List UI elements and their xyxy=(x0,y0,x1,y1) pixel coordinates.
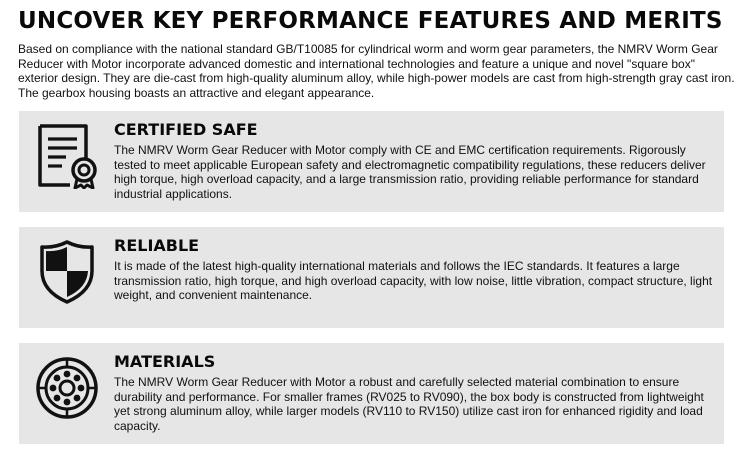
feature-description: It is made of the latest high-quality international materials and follows the IEC standards. It features a large transmission ratio, high torque, and high overload capacity, with low noise, little vibration, compact structure, light weight, and convenient maintenance. xyxy=(114,259,713,303)
feature-description: The NMRV Worm Gear Reducer with Motor comply with CE and EMC certification requirements. Rigorously tested to meet applicable European safety and electromagnetic compatibility regulations, these reducers deliver high torque, high overload capacity, and a large transmission ratio, providing reliable performance for standard industrial applications. xyxy=(114,143,706,201)
feature-description: The NMRV Worm Gear Reducer with Motor a robust and carefully selected material combination to ensure durability and performance. For smaller frames (RV025 to RV090), the box body is constructed from lightweight yet strong aluminum alloy, while larger models (RV110 to RV150) utilize cast iron for enhanced rigidity and load capacity. xyxy=(114,375,704,433)
certificate-icon xyxy=(34,123,100,189)
feature-heading: RELIABLE xyxy=(114,236,200,255)
page-title: UNCOVER KEY PERFORMANCE FEATURES AND MERITS xyxy=(18,8,723,34)
feature-heading: CERTIFIED SAFE xyxy=(114,120,258,139)
feature-heading: MATERIALS xyxy=(114,352,216,371)
flange-icon xyxy=(34,355,100,421)
feature-card-materials xyxy=(19,343,724,444)
intro-paragraph: Based on compliance with the national standard GB/T10085 for cylindrical worm and worm gear parameters, the NMRV Worm Gear Reducer with Motor incorporate advanced domestic and international technologies and feature a unique and novel "square box" exterior design. They are die-cast from high-quality aluminum alloy, while high-power models are cast from high-strength gray cast iron. The gearbox housing boasts an attractive and elegant appearance. xyxy=(18,42,735,100)
feature-card-reliable xyxy=(19,227,724,328)
feature-card-certified-safe xyxy=(19,111,724,212)
shield-icon xyxy=(34,239,100,305)
